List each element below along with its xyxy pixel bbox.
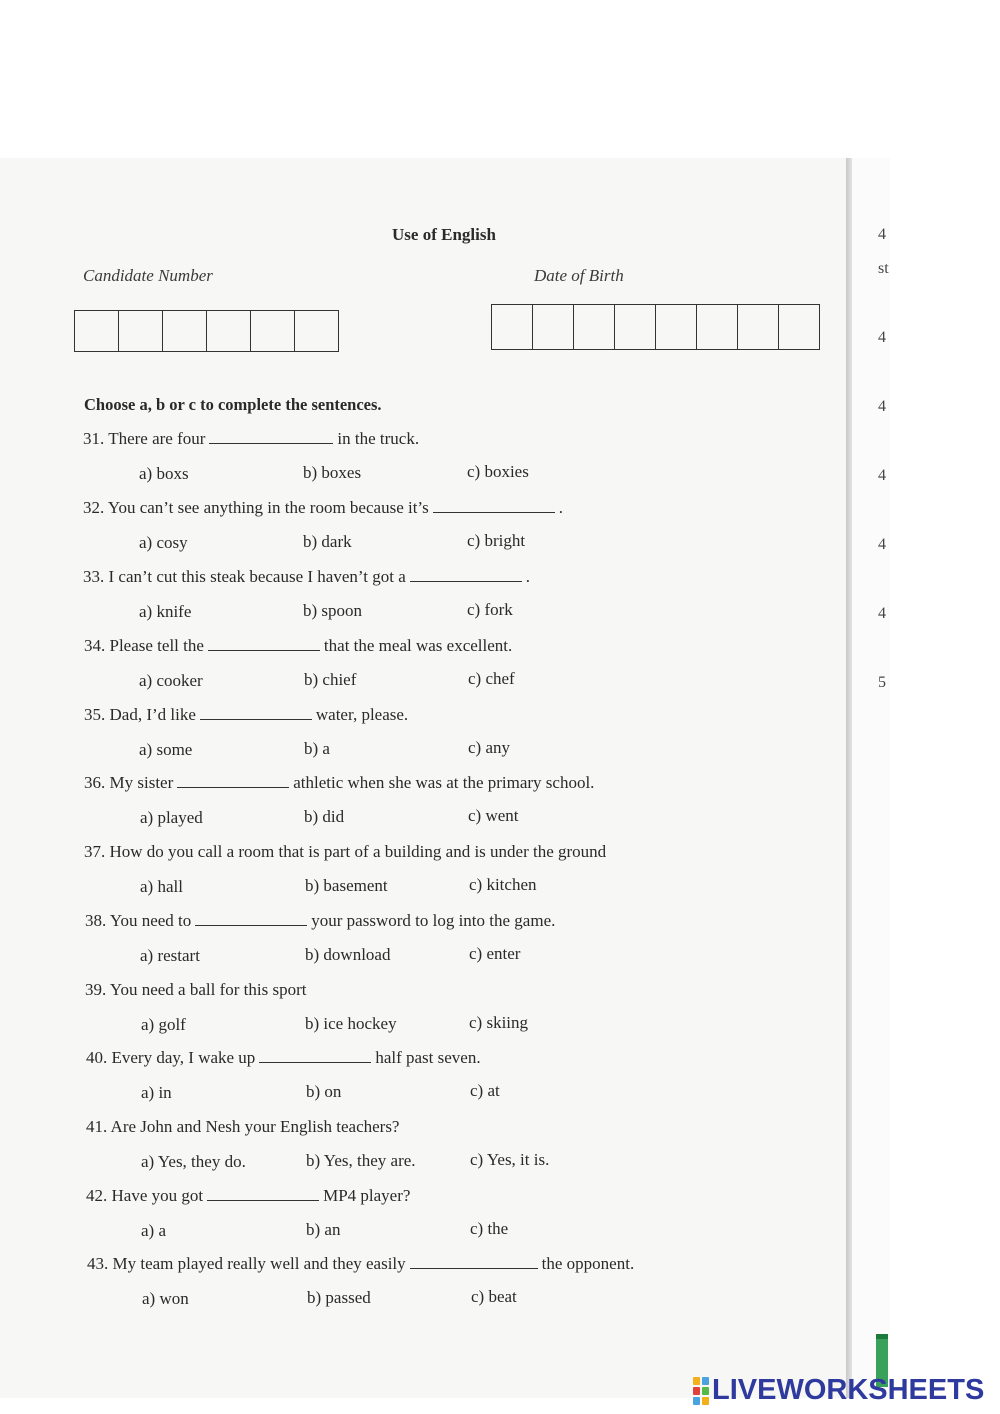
question-text: 40. Every day, I wake up — [86, 1048, 256, 1067]
question-34 — [84, 636, 512, 656]
dob-digit-box[interactable] — [614, 304, 656, 350]
edge-text: 4 — [878, 329, 886, 346]
question-38 — [85, 911, 555, 931]
option-b[interactable]: b) a — [304, 739, 330, 758]
option-a[interactable]: a) in — [141, 1083, 172, 1102]
option-a[interactable]: a) cooker — [139, 671, 203, 690]
option-c[interactable]: c) fork — [467, 600, 513, 619]
question-text: 31. There are four — [83, 429, 206, 448]
question-42 — [86, 1186, 410, 1206]
question-text-end: water, please. — [315, 705, 409, 724]
question-32 — [83, 498, 563, 518]
candidate-digit-box[interactable] — [294, 310, 339, 352]
question-text-end: the opponent. — [541, 1254, 635, 1273]
dob-digit-box[interactable] — [491, 304, 533, 350]
answer-blank[interactable] — [209, 442, 333, 444]
dob-digit-box[interactable] — [655, 304, 697, 350]
option-b[interactable]: b) Yes, they are. — [306, 1151, 416, 1170]
date-of-birth-label: Date of Birth — [534, 266, 624, 285]
edge-text: 4 — [878, 605, 886, 622]
candidate-digit-box[interactable] — [206, 310, 251, 352]
question-31 — [83, 429, 419, 449]
answer-blank[interactable] — [195, 924, 307, 926]
dob-digit-box[interactable] — [696, 304, 738, 350]
candidate-digit-box[interactable] — [250, 310, 295, 352]
option-c[interactable]: c) the — [470, 1219, 509, 1238]
question-text: 41. Are John and Nesh your English teachers? — [86, 1117, 400, 1136]
option-b[interactable]: b) an — [306, 1220, 341, 1239]
answer-blank[interactable] — [207, 1199, 319, 1201]
question-36 — [84, 773, 594, 793]
edge-text: st — [878, 260, 889, 277]
answer-blank[interactable] — [410, 580, 522, 582]
question-text: 34. Please tell the — [84, 636, 204, 655]
answer-blank[interactable] — [177, 786, 289, 788]
option-c[interactable]: c) any — [468, 738, 511, 757]
answer-blank[interactable] — [433, 511, 555, 513]
option-a[interactable]: a) some — [139, 740, 193, 759]
question-37 — [84, 842, 606, 862]
liveworksheets-logo-text: LIVEWORKSHEETS — [712, 1374, 985, 1406]
option-c[interactable]: c) chef — [468, 669, 515, 688]
option-b[interactable]: b) download — [305, 945, 391, 964]
option-b[interactable]: b) passed — [307, 1288, 371, 1307]
option-b[interactable]: b) dark — [303, 532, 352, 551]
date-of-birth-boxes — [491, 304, 819, 350]
edge-text: 4 — [878, 467, 886, 484]
question-text: 37. How do you call a room that is part of a building and is under the ground — [84, 842, 607, 861]
option-a[interactable]: a) Yes, they do. — [141, 1152, 246, 1171]
option-c[interactable]: c) Yes, it is. — [470, 1150, 550, 1169]
option-a[interactable]: a) a — [141, 1221, 167, 1240]
dob-digit-box[interactable] — [532, 304, 574, 350]
dob-digit-box[interactable] — [573, 304, 615, 350]
candidate-number-label: Candidate Number — [83, 266, 213, 285]
option-a[interactable]: a) played — [140, 808, 203, 827]
question-39 — [85, 980, 306, 1000]
option-a[interactable]: a) cosy — [139, 533, 188, 552]
question-text: 36. My sister — [84, 773, 174, 792]
option-c[interactable]: c) kitchen — [469, 875, 537, 894]
question-text-end: MP4 player? — [323, 1186, 411, 1205]
answer-blank[interactable] — [208, 649, 320, 651]
option-b[interactable]: b) basement — [305, 876, 388, 895]
option-c[interactable]: c) went — [468, 806, 519, 825]
instructions: Choose a, b or c to complete the sentences. — [84, 395, 382, 414]
candidate-digit-box[interactable] — [162, 310, 207, 352]
option-b[interactable]: b) spoon — [303, 601, 363, 620]
option-c[interactable]: c) bright — [467, 531, 526, 550]
question-text: 38. You need to — [85, 911, 192, 930]
option-b[interactable]: b) did — [304, 807, 345, 826]
question-text: 32. You can’t see anything in the room because it’s — [83, 498, 429, 517]
candidate-digit-box[interactable] — [118, 310, 163, 352]
edge-text: 4 — [878, 398, 886, 415]
answer-blank[interactable] — [259, 1061, 371, 1063]
answer-blank[interactable] — [410, 1267, 538, 1269]
option-b[interactable]: b) ice hockey — [305, 1014, 397, 1033]
question-text-end: your password to log into the game. — [311, 911, 556, 930]
liveworksheets-logo-icon — [692, 1376, 710, 1406]
page-title: Use of English — [392, 225, 496, 244]
candidate-digit-box[interactable] — [74, 310, 119, 352]
question-41 — [86, 1117, 399, 1137]
option-c[interactable]: c) skiing — [469, 1013, 529, 1032]
question-40 — [86, 1048, 481, 1068]
question-text-end: half past seven. — [375, 1048, 481, 1067]
question-43 — [87, 1254, 634, 1274]
answer-blank[interactable] — [200, 718, 312, 720]
dob-digit-box[interactable] — [778, 304, 820, 350]
liveworksheets-logo — [692, 1374, 984, 1407]
question-text-end: athletic when she was at the primary school. — [293, 773, 595, 792]
option-c[interactable]: c) boxies — [467, 462, 529, 481]
question-35 — [84, 705, 408, 725]
option-a[interactable]: a) knife — [139, 602, 192, 621]
question-text-end: that the meal was excellent. — [323, 636, 513, 655]
question-text-end: in the truck. — [337, 429, 420, 448]
question-text: 43. My team played really well and they easily — [87, 1254, 406, 1273]
question-text-end: . — [558, 498, 564, 517]
option-c[interactable]: c) enter — [469, 944, 521, 963]
question-33 — [83, 567, 530, 587]
edge-text: 4 — [878, 536, 886, 553]
edge-text: 4 — [878, 226, 886, 243]
question-text: 35. Dad, I’d like — [84, 705, 196, 724]
option-a[interactable]: a) won — [142, 1289, 189, 1308]
option-a[interactable]: a) boxs — [139, 464, 189, 483]
option-a[interactable]: a) hall — [140, 877, 183, 896]
question-text: 42. Have you got — [86, 1186, 204, 1205]
option-a[interactable]: a) golf — [141, 1015, 186, 1034]
dob-digit-box[interactable] — [737, 304, 779, 350]
question-text-end: . — [525, 567, 530, 586]
option-c[interactable]: c) beat — [471, 1287, 517, 1306]
candidate-number-boxes — [74, 310, 338, 352]
question-text: 33. I can’t cut this steak because I haven’t got a — [83, 567, 406, 586]
question-text: 39. You need a ball for this sport — [85, 980, 307, 999]
edge-text: 5 — [878, 674, 886, 691]
option-c[interactable]: c) at — [470, 1081, 500, 1100]
option-b[interactable]: b) boxes — [303, 463, 362, 482]
option-b[interactable]: b) on — [306, 1082, 342, 1101]
option-a[interactable]: a) restart — [140, 946, 200, 965]
option-b[interactable]: b) chief — [304, 670, 357, 689]
